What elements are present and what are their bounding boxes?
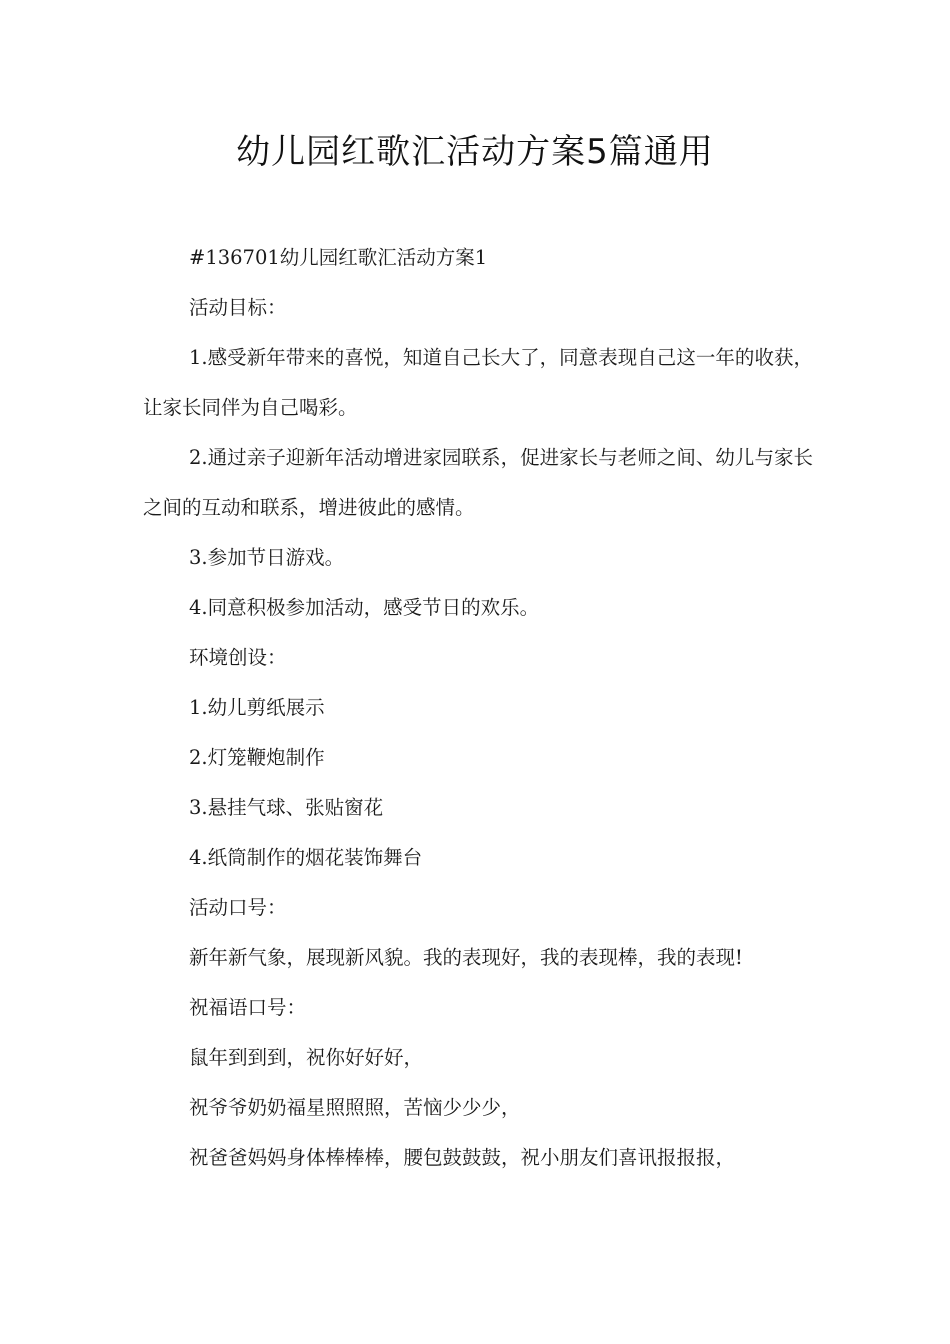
environment-item-2: 2.灯笼鞭炮制作	[189, 746, 325, 769]
heading-activity-goals: 活动目标：	[189, 296, 287, 319]
slogan-text: 新年新气象，展现新风貌。我的表现好，我的表现棒，我的表现!	[189, 946, 743, 969]
blessing-line-1: 鼠年到到到，祝你好好好，	[189, 1046, 424, 1069]
environment-item-4: 4.纸筒制作的烟花装饰舞台	[189, 846, 423, 869]
heading-blessing-slogan: 祝福语口号：	[189, 996, 307, 1019]
heading-environment-setup: 环境创设：	[189, 646, 287, 669]
goal-item-3: 3.参加节日游戏。	[189, 546, 345, 569]
document-body	[143, 233, 813, 1183]
section-heading-plan-1: #136701幼儿园红歌汇活动方案1	[189, 246, 488, 269]
document-title: 幼儿园红歌汇活动方案5篇通用	[236, 132, 714, 172]
environment-item-3: 3.悬挂气球、张贴窗花	[189, 796, 384, 819]
blessing-line-2: 祝爷爷奶奶福星照照照，苦恼少少少，	[189, 1096, 521, 1119]
heading-activity-slogan: 活动口号：	[189, 896, 287, 919]
environment-item-1: 1.幼儿剪纸展示	[189, 696, 325, 719]
blessing-line-3: 祝爸爸妈妈身体棒棒棒，腰包鼓鼓鼓，祝小朋友们喜讯报报报，	[189, 1146, 736, 1169]
goal-item-4: 4.同意积极参加活动，感受节日的欢乐。	[189, 596, 540, 619]
goal-item-1: 1.感受新年带来的喜悦，知道自己长大了，同意表现自己这一年的收获，让家长同伴为自己喝彩。	[143, 346, 813, 419]
goal-item-2: 2.通过亲子迎新年活动增进家园联系，促进家长与老师之间、幼儿与家长之间的互动和联系，增进彼此的感情。	[143, 446, 813, 519]
